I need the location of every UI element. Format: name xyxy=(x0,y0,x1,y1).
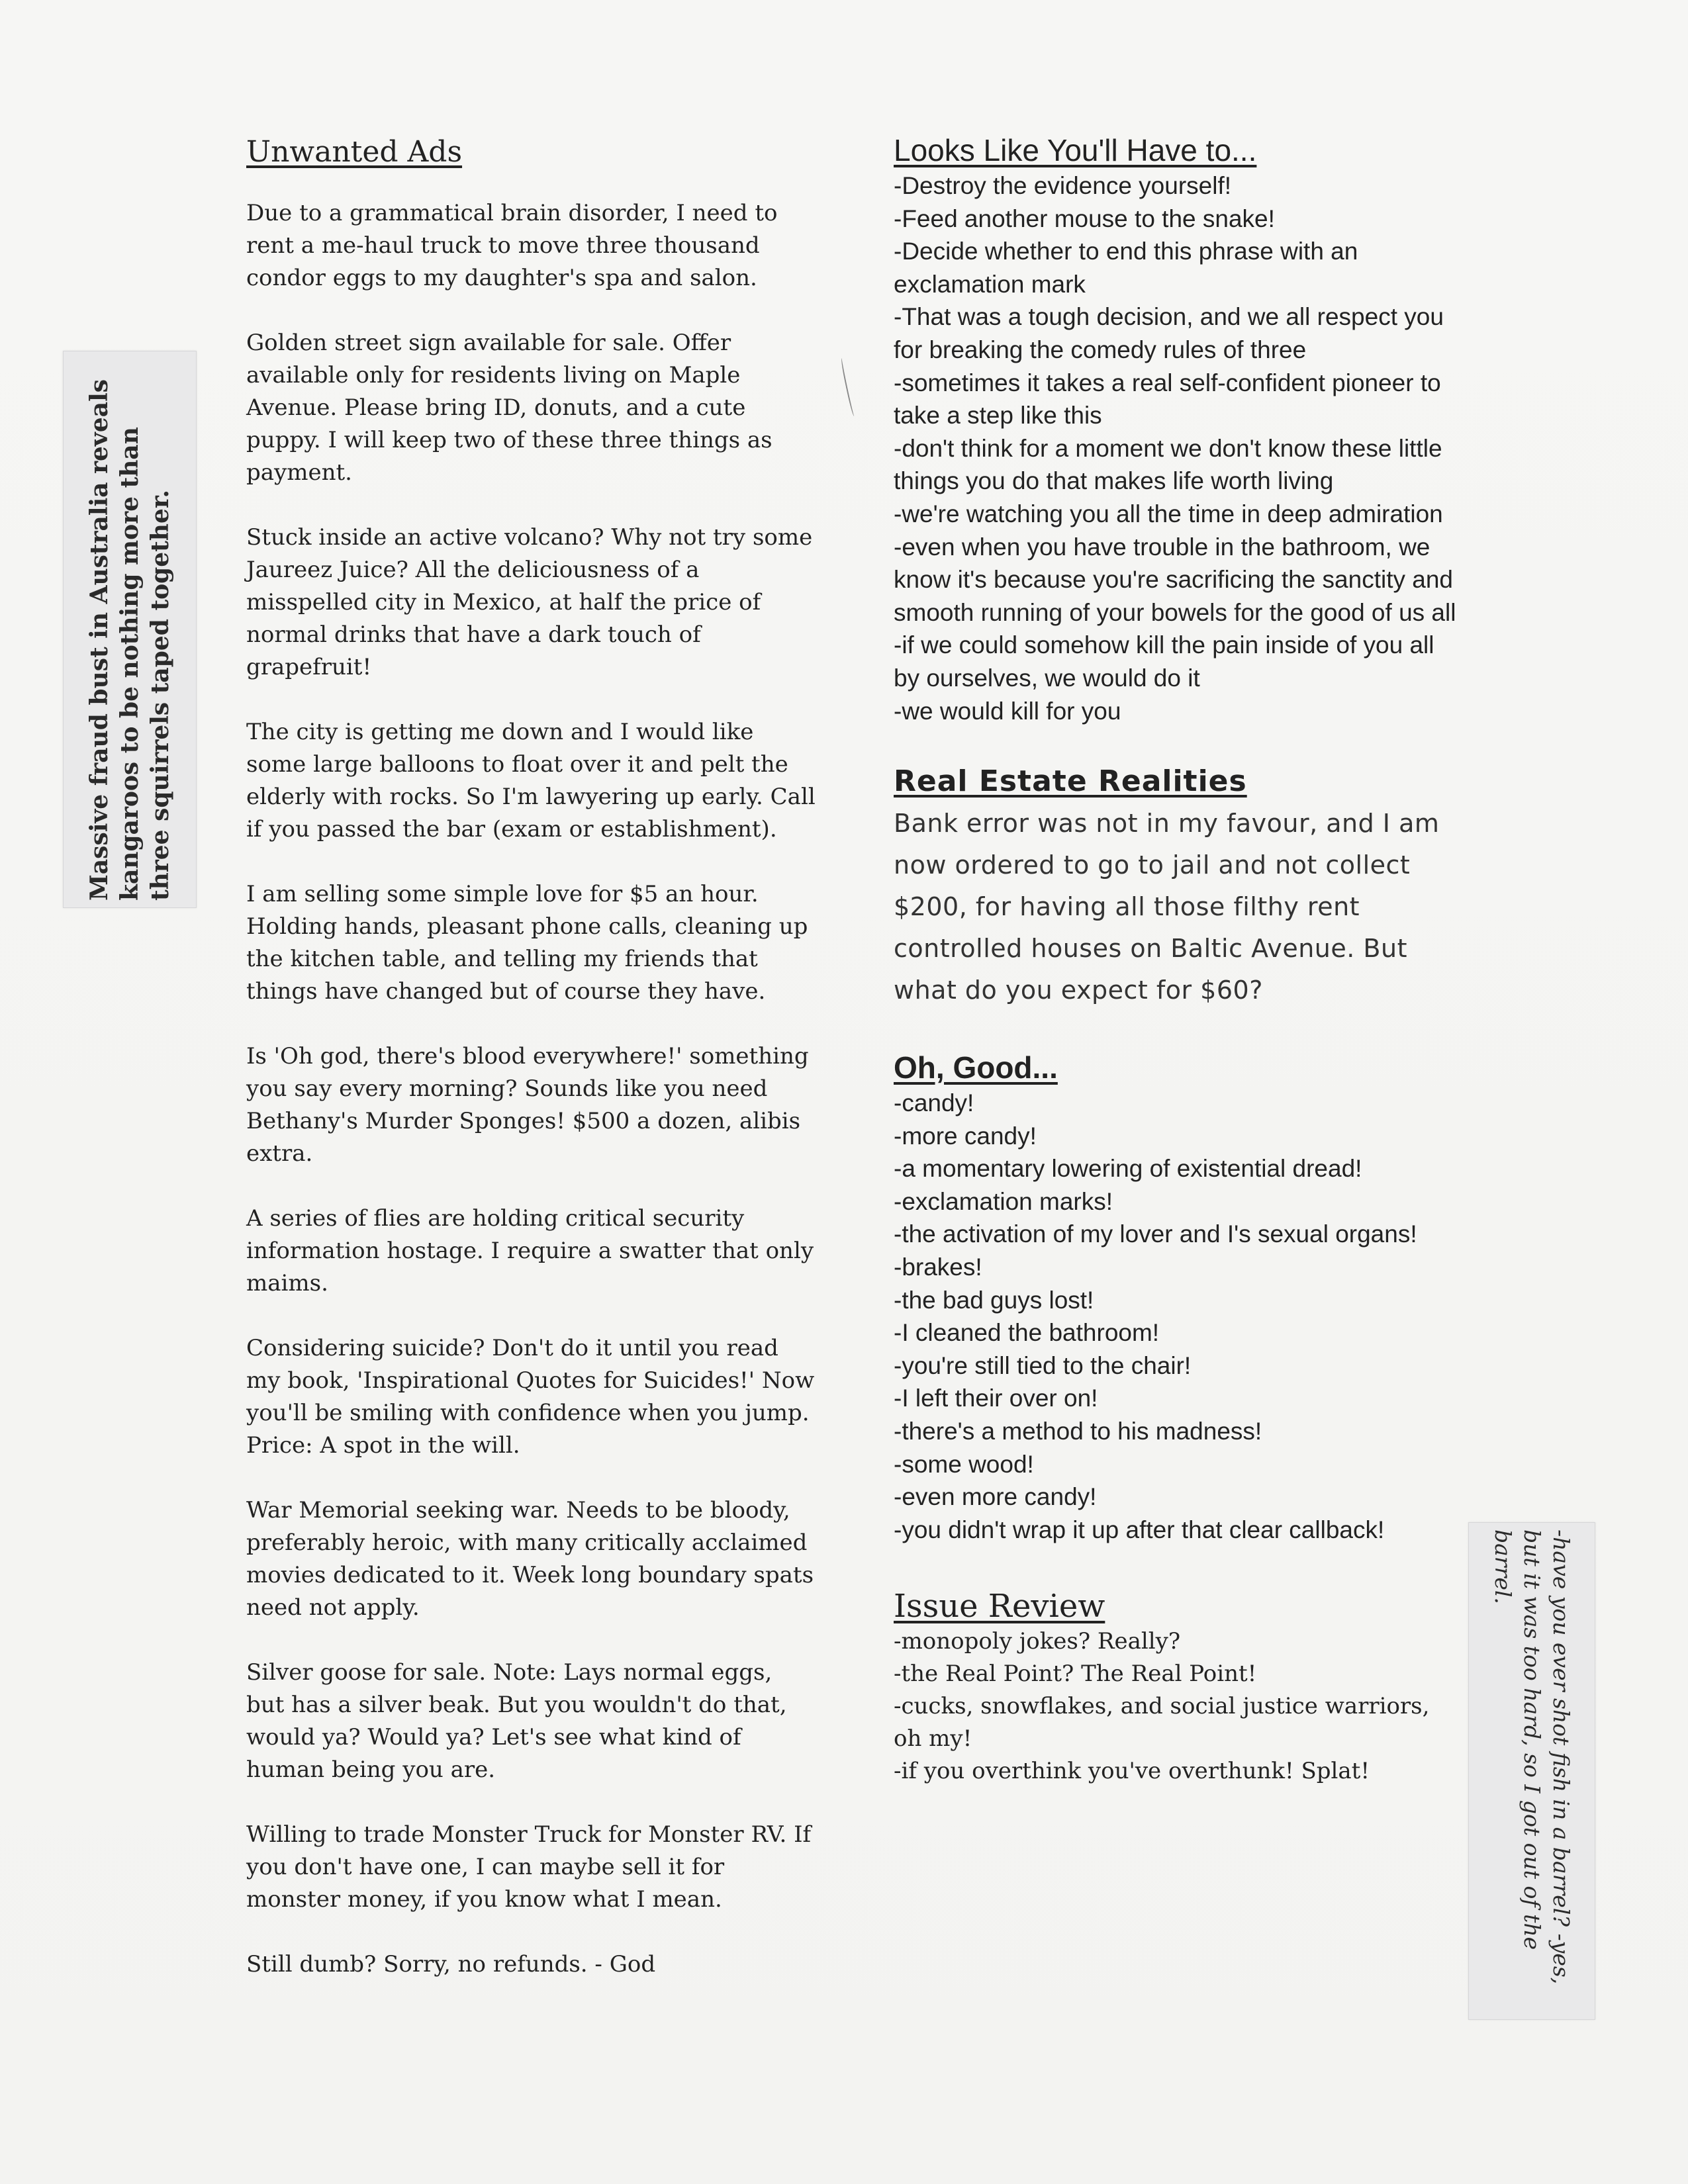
list-item: -the activation of my lover and I's sexual organs! xyxy=(894,1220,1417,1248)
pencil-mark xyxy=(840,357,857,416)
real-estate-heading: Real Estate Realities xyxy=(894,764,1247,799)
unwanted-ads-column xyxy=(246,132,816,2013)
ad-paragraph: War Memorial seeking war. Needs to be bloody, preferably heroic, with many critically acclaimed movies dedicated to it. Week long boundary spats need not apply. xyxy=(246,1497,814,1621)
list-item: -cucks, snowflakes, and social justice warriors, oh my! xyxy=(894,1693,1430,1752)
list-item: -I left their over on! xyxy=(894,1385,1098,1412)
issue-review-section xyxy=(894,1587,1456,1788)
list-item: -you're still tied to the chair! xyxy=(894,1351,1192,1379)
list-item: -more candy! xyxy=(894,1122,1037,1150)
list-item: -brakes! xyxy=(894,1253,982,1281)
ad-paragraph: Golden street sign available for sale. Offer available only for residents living on Maple Avenue. Please bring ID, donuts, and a cute puppy. I will keep two of these three things as payment. xyxy=(246,330,773,486)
list-item: -even more candy! xyxy=(894,1483,1097,1511)
list-item: -we're watching you all the time in deep admiration xyxy=(894,500,1443,527)
pasted-strip-left xyxy=(63,351,197,908)
strip-right-text: -have you ever shot fish in a barrel? -yes, but it was too hard, so I got out of the barrel. xyxy=(1490,1529,1574,1985)
oh-good-section xyxy=(894,1048,1456,1546)
list-item: -I cleaned the bathroom! xyxy=(894,1319,1160,1347)
list-item: -That was a tough decision, and we all respect you for breaking the comedy rules of three xyxy=(894,303,1444,363)
list-item: -there's a method to his madness! xyxy=(894,1418,1262,1445)
unwanted-ads-heading: Unwanted Ads xyxy=(246,135,463,169)
pasted-strip-right xyxy=(1468,1522,1595,2020)
list-item: -we would kill for you xyxy=(894,697,1121,725)
list-item: -a momentary lowering of existential dread! xyxy=(894,1155,1362,1183)
looks-like-section xyxy=(894,131,1456,727)
list-item: -if you overthink you've overthunk! Splat! xyxy=(894,1758,1370,1785)
real-estate-text: Bank error was not in my favour, and I am now ordered to go to jail and not collect $200, for having all those filthy rent controlled houses on Baltic Avenue. But what do you expect for $60? xyxy=(894,809,1440,1005)
ad-paragraph: I am selling some simple love for $5 an hour. Holding hands, pleasant phone calls, cleaning up the kitchen table, and telling my friends that things have changed but of course they have. xyxy=(246,881,808,1005)
list-item: -Feed another mouse to the snake! xyxy=(894,205,1275,232)
looks-like-list xyxy=(894,169,1456,727)
list-item: -candy! xyxy=(894,1089,974,1117)
issue-review-list xyxy=(894,1625,1456,1788)
strip-left-text: Massive fraud bust in Australia reveals kangaroos to be nothing more than three squirrels taped together. xyxy=(85,379,174,901)
ad-paragraph: Considering suicide? Don't do it until you read my book, 'Inspirational Quotes for Suicides!' Now you'll be smiling with confidence when you jump. Price: A spot in the will. xyxy=(246,1335,815,1459)
list-item: -Destroy the evidence yourself! xyxy=(894,172,1232,199)
issue-review-heading: Issue Review xyxy=(894,1588,1105,1625)
ad-paragraph: Is 'Oh god, there's blood everywhere!' something you say every morning? Sounds like you need Bethany's Murder Sponges! $500 a dozen, alibis extra. xyxy=(246,1043,809,1167)
list-item: -exclamation marks! xyxy=(894,1187,1113,1215)
list-item: -the Real Point? The Real Point! xyxy=(894,1661,1257,1688)
ad-paragraph: Due to a grammatical brain disorder, I need to rent a me-haul truck to move three thousand condor eggs to my daughter's spa and salon. xyxy=(246,200,778,291)
ad-paragraph: The city is getting me down and I would like some large balloons to float over it and pelt the elderly with rocks. So I'm lawyering up early. Call if you passed the bar (exam or establishment). xyxy=(246,719,816,842)
oh-good-list xyxy=(894,1087,1456,1546)
real-estate-section xyxy=(894,762,1456,1011)
list-item: -don't think for a moment we don't know these little things you do that makes life worth living xyxy=(894,434,1442,495)
oh-good-heading: Oh, Good... xyxy=(894,1050,1058,1085)
list-item: -Decide whether to end this phrase with an exclamation mark xyxy=(894,238,1358,298)
list-item: -sometimes it takes a real self-confident pioneer to take a step like this xyxy=(894,369,1441,430)
ad-paragraph: Willing to trade Monster Truck for Monster RV. If you don't have one, I can maybe sell it for monster money, if you know what I mean. xyxy=(246,1821,812,1913)
list-item: -the bad guys lost! xyxy=(894,1286,1094,1314)
ad-paragraph: A series of flies are holding critical security information hostage. I require a swatter that only maims. xyxy=(246,1205,814,1297)
ad-paragraph: Stuck inside an active volcano? Why not try some Jaureez Juice? All the deliciousness of a misspelled city in Mexico, at half the price of normal drinks that have a dark touch of grapefruit! xyxy=(246,524,813,680)
looks-like-heading: Looks Like You'll Have to... xyxy=(894,133,1257,167)
list-item: -you didn't wrap it up after that clear callback! xyxy=(894,1516,1385,1543)
right-column xyxy=(894,131,1456,1788)
ad-closing-line: Still dumb? Sorry, no refunds. - God xyxy=(246,1951,656,1978)
list-item: -even when you have trouble in the bathroom, we know it's because you're sacrificing the sanctity and smooth running of your bowels for the good of us all xyxy=(894,533,1456,626)
ad-paragraph: Silver goose for sale. Note: Lays normal eggs, but has a silver beak. But you wouldn't do that, would ya? Would ya? Let's see what kind of human being you are. xyxy=(246,1659,787,1783)
list-item: -monopoly jokes? Really? xyxy=(894,1628,1181,1655)
list-item: -some wood! xyxy=(894,1450,1034,1478)
list-item: -if we could somehow kill the pain inside of you all by ourselves, we would do it xyxy=(894,631,1434,692)
